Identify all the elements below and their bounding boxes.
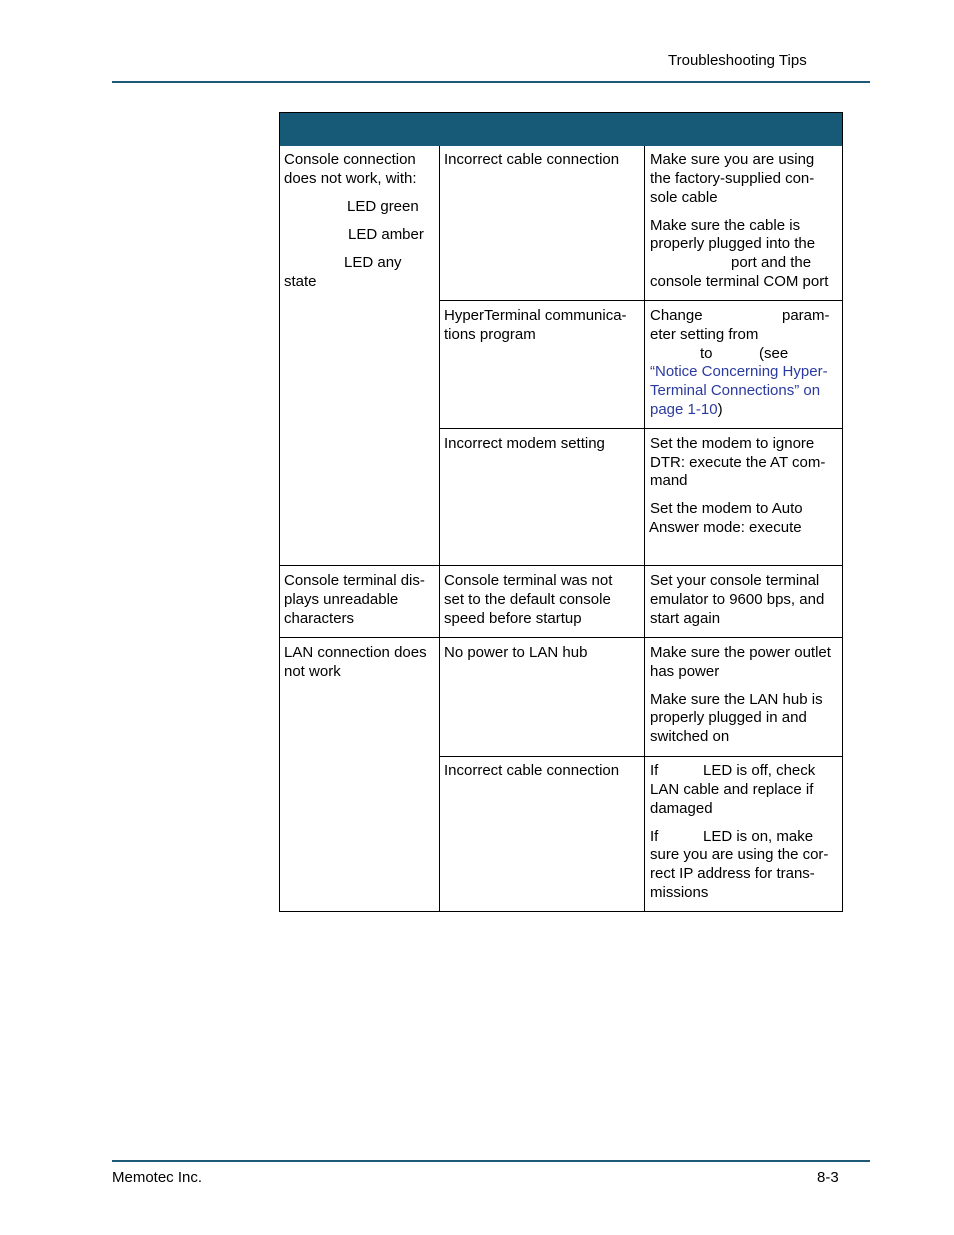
row2-cause-line: speed before startup — [444, 610, 582, 627]
row3-sol1b-line: Make sure the LAN hub is — [650, 691, 823, 708]
footer-rule — [112, 1160, 870, 1162]
running-header-title: Troubleshooting Tips — [668, 52, 807, 69]
row2-sol-line: start again — [650, 610, 721, 627]
cross-reference-page-link[interactable]: page 1-10 — [650, 401, 718, 418]
subrow-divider — [439, 428, 842, 429]
row1-symptom-line: Console connection — [284, 151, 416, 168]
row1-cause2-line: tions program — [444, 326, 536, 343]
footer-company: Memotec Inc. — [112, 1169, 203, 1186]
row3-sol2a-line: LED is off, check — [703, 762, 816, 779]
row2-cause-line: Console terminal was not — [444, 572, 613, 589]
row3-sol2b-line: missions — [650, 884, 709, 901]
row1-sol3a-line: Set the modem to ignore — [650, 435, 815, 452]
row3-sol2b-if: If — [650, 828, 659, 845]
row1-symptom-line: does not work, with: — [284, 170, 417, 187]
row2-cause-line: set to the default console — [444, 591, 611, 608]
subrow-divider — [439, 756, 842, 757]
row1-sol3b-line: Answer mode: execute — [649, 519, 802, 536]
row1-sol2-see: (see — [759, 345, 789, 362]
row2-symptom-line: plays unreadable — [284, 591, 399, 608]
cross-reference-link[interactable]: “Notice Concerning Hyper- — [650, 363, 828, 380]
row3-sol1b-line: switched on — [650, 728, 730, 745]
row1-sol1b-line: port and the — [731, 254, 812, 271]
row1-sol1b-line: properly plugged into the — [650, 235, 816, 252]
row1-symptom-led-green: LED green — [347, 198, 419, 215]
col-divider — [644, 638, 645, 911]
col-divider — [439, 638, 440, 911]
row1-sol2-to: to — [700, 345, 713, 362]
row3-sol1b-line: properly plugged in and — [650, 709, 807, 726]
row1-sol2-page-line — [650, 400, 723, 419]
row1-sol3a-line: mand — [650, 472, 688, 489]
row1-symptom-line: state — [284, 273, 317, 290]
footer-page-number: 8-3 — [817, 1169, 839, 1186]
row3-sol2a-line: damaged — [650, 800, 713, 817]
row2-symptom-line: Console terminal dis- — [284, 572, 425, 589]
closing-paren: ) — [717, 401, 723, 418]
row1-sol1a-line: sole cable — [650, 189, 718, 206]
row3-cause1: No power to LAN hub — [444, 644, 588, 661]
row1-sol1a-line: Make sure you are using — [650, 151, 815, 168]
row3-sol2a-line: LAN cable and replace if — [650, 781, 814, 798]
row1-cause2-line: HyperTerminal communica- — [444, 307, 627, 324]
row2-sol-line: Set your console terminal — [650, 572, 820, 589]
subrow-divider — [439, 300, 842, 301]
row3-sol2b-line: sure you are using the cor- — [650, 846, 829, 863]
row3-cause2: Incorrect cable connection — [444, 762, 620, 779]
row2-symptom-line: characters — [284, 610, 355, 627]
row3-sol2a-if: If — [650, 762, 659, 779]
row2-sol-line: emulator to 9600 bps, and — [650, 591, 825, 608]
col-divider — [439, 146, 440, 565]
row1-cause3: Incorrect modem setting — [444, 435, 605, 452]
row1-symptom-led-any: LED any — [344, 254, 402, 271]
row1-sol3a-line: DTR: execute the AT com- — [650, 454, 826, 471]
row3-sol2b-line: LED is on, make — [703, 828, 814, 845]
row1-symptom-led-amber: LED amber — [348, 226, 424, 243]
row3-sol2b-line: rect IP address for trans- — [650, 865, 815, 882]
col-divider — [644, 146, 645, 565]
row1-sol1b-line: console terminal COM port — [650, 273, 829, 290]
cross-reference-link[interactable]: Terminal Connections” on — [650, 382, 821, 399]
row1-sol1a-line: the factory-supplied con- — [650, 170, 815, 187]
row1-sol2-change: Change — [650, 307, 703, 324]
row3-symptom-line: LAN connection does — [284, 644, 427, 661]
row1-sol2-param: param- — [782, 307, 830, 324]
row3-sol1a-line: Make sure the power outlet — [650, 644, 831, 661]
row3-symptom-line: not work — [284, 663, 341, 680]
row-divider — [280, 637, 842, 638]
row-divider — [280, 565, 842, 566]
row1-cause1: Incorrect cable connection — [444, 151, 620, 168]
row3-sol1a-line: has power — [650, 663, 720, 680]
table-header-bar — [280, 113, 842, 146]
row1-sol1b-line: Make sure the cable is — [650, 217, 801, 234]
col-divider — [644, 566, 645, 637]
col-divider — [439, 566, 440, 637]
header-rule — [112, 81, 870, 83]
row1-sol3b-line: Set the modem to Auto — [650, 500, 803, 517]
row1-sol2-line: eter setting from — [650, 326, 759, 343]
